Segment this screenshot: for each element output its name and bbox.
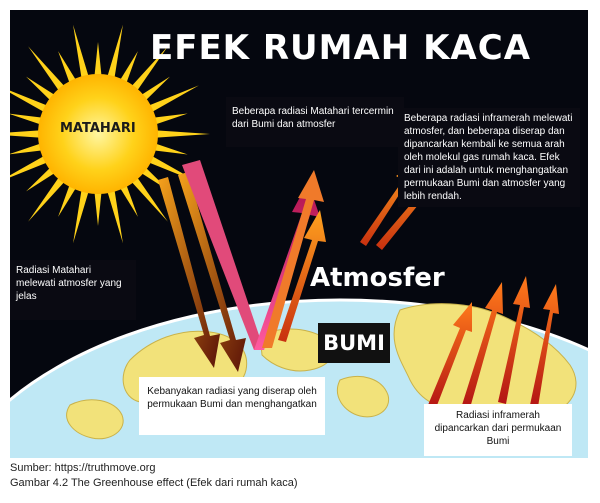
diagram-title: EFEK RUMAH KACA: [150, 28, 532, 68]
sun-ray: [94, 189, 102, 226]
sun-ray: [106, 25, 122, 82]
sun-ray: [73, 25, 89, 82]
note-reflected-radiation: Beberapa radiasi Matahari tercermin dari Bumi dan atmosfer: [226, 97, 404, 147]
note-infrared-absorbed: Beberapa radiasi inframerah melewati atmosfer, dan beberapa diserap dan dipancarkan kembali ke semua arah oleh molekul gas rumah kaca. Efek dari ini adalah untuk menghangatkan permukaan Bumi dan atmosfer yang lebih rendah.: [398, 108, 580, 207]
note-infrared-emitted: Radiasi inframerah dipancarkan dari permukaan Bumi: [424, 404, 572, 456]
sun-ray: [28, 46, 67, 93]
sun-ray: [94, 42, 102, 79]
note-absorbed-by-surface: Kebanyakan radiasi yang diserap oleh permukaan Bumi dan menghangatkan: [139, 377, 325, 435]
atmosphere-label: Atmosfer: [310, 263, 445, 293]
sun-label: MATAHARI: [60, 121, 136, 136]
sun-ray: [106, 187, 122, 244]
greenhouse-effect-diagram: [10, 10, 588, 458]
note-solar-through-atmosphere: Radiasi Matahari melewati atmosfer yang jelas: [10, 260, 136, 320]
earth-label: BUMI: [318, 323, 390, 363]
sun-ray: [28, 174, 67, 221]
figure-source: Sumber: https://truthmove.org: [10, 462, 156, 474]
figure-caption: Gambar 4.2 The Greenhouse effect (Efek dari rumah kaca): [10, 477, 298, 489]
sun-ray: [73, 187, 89, 244]
sun-ray: [153, 130, 210, 138]
